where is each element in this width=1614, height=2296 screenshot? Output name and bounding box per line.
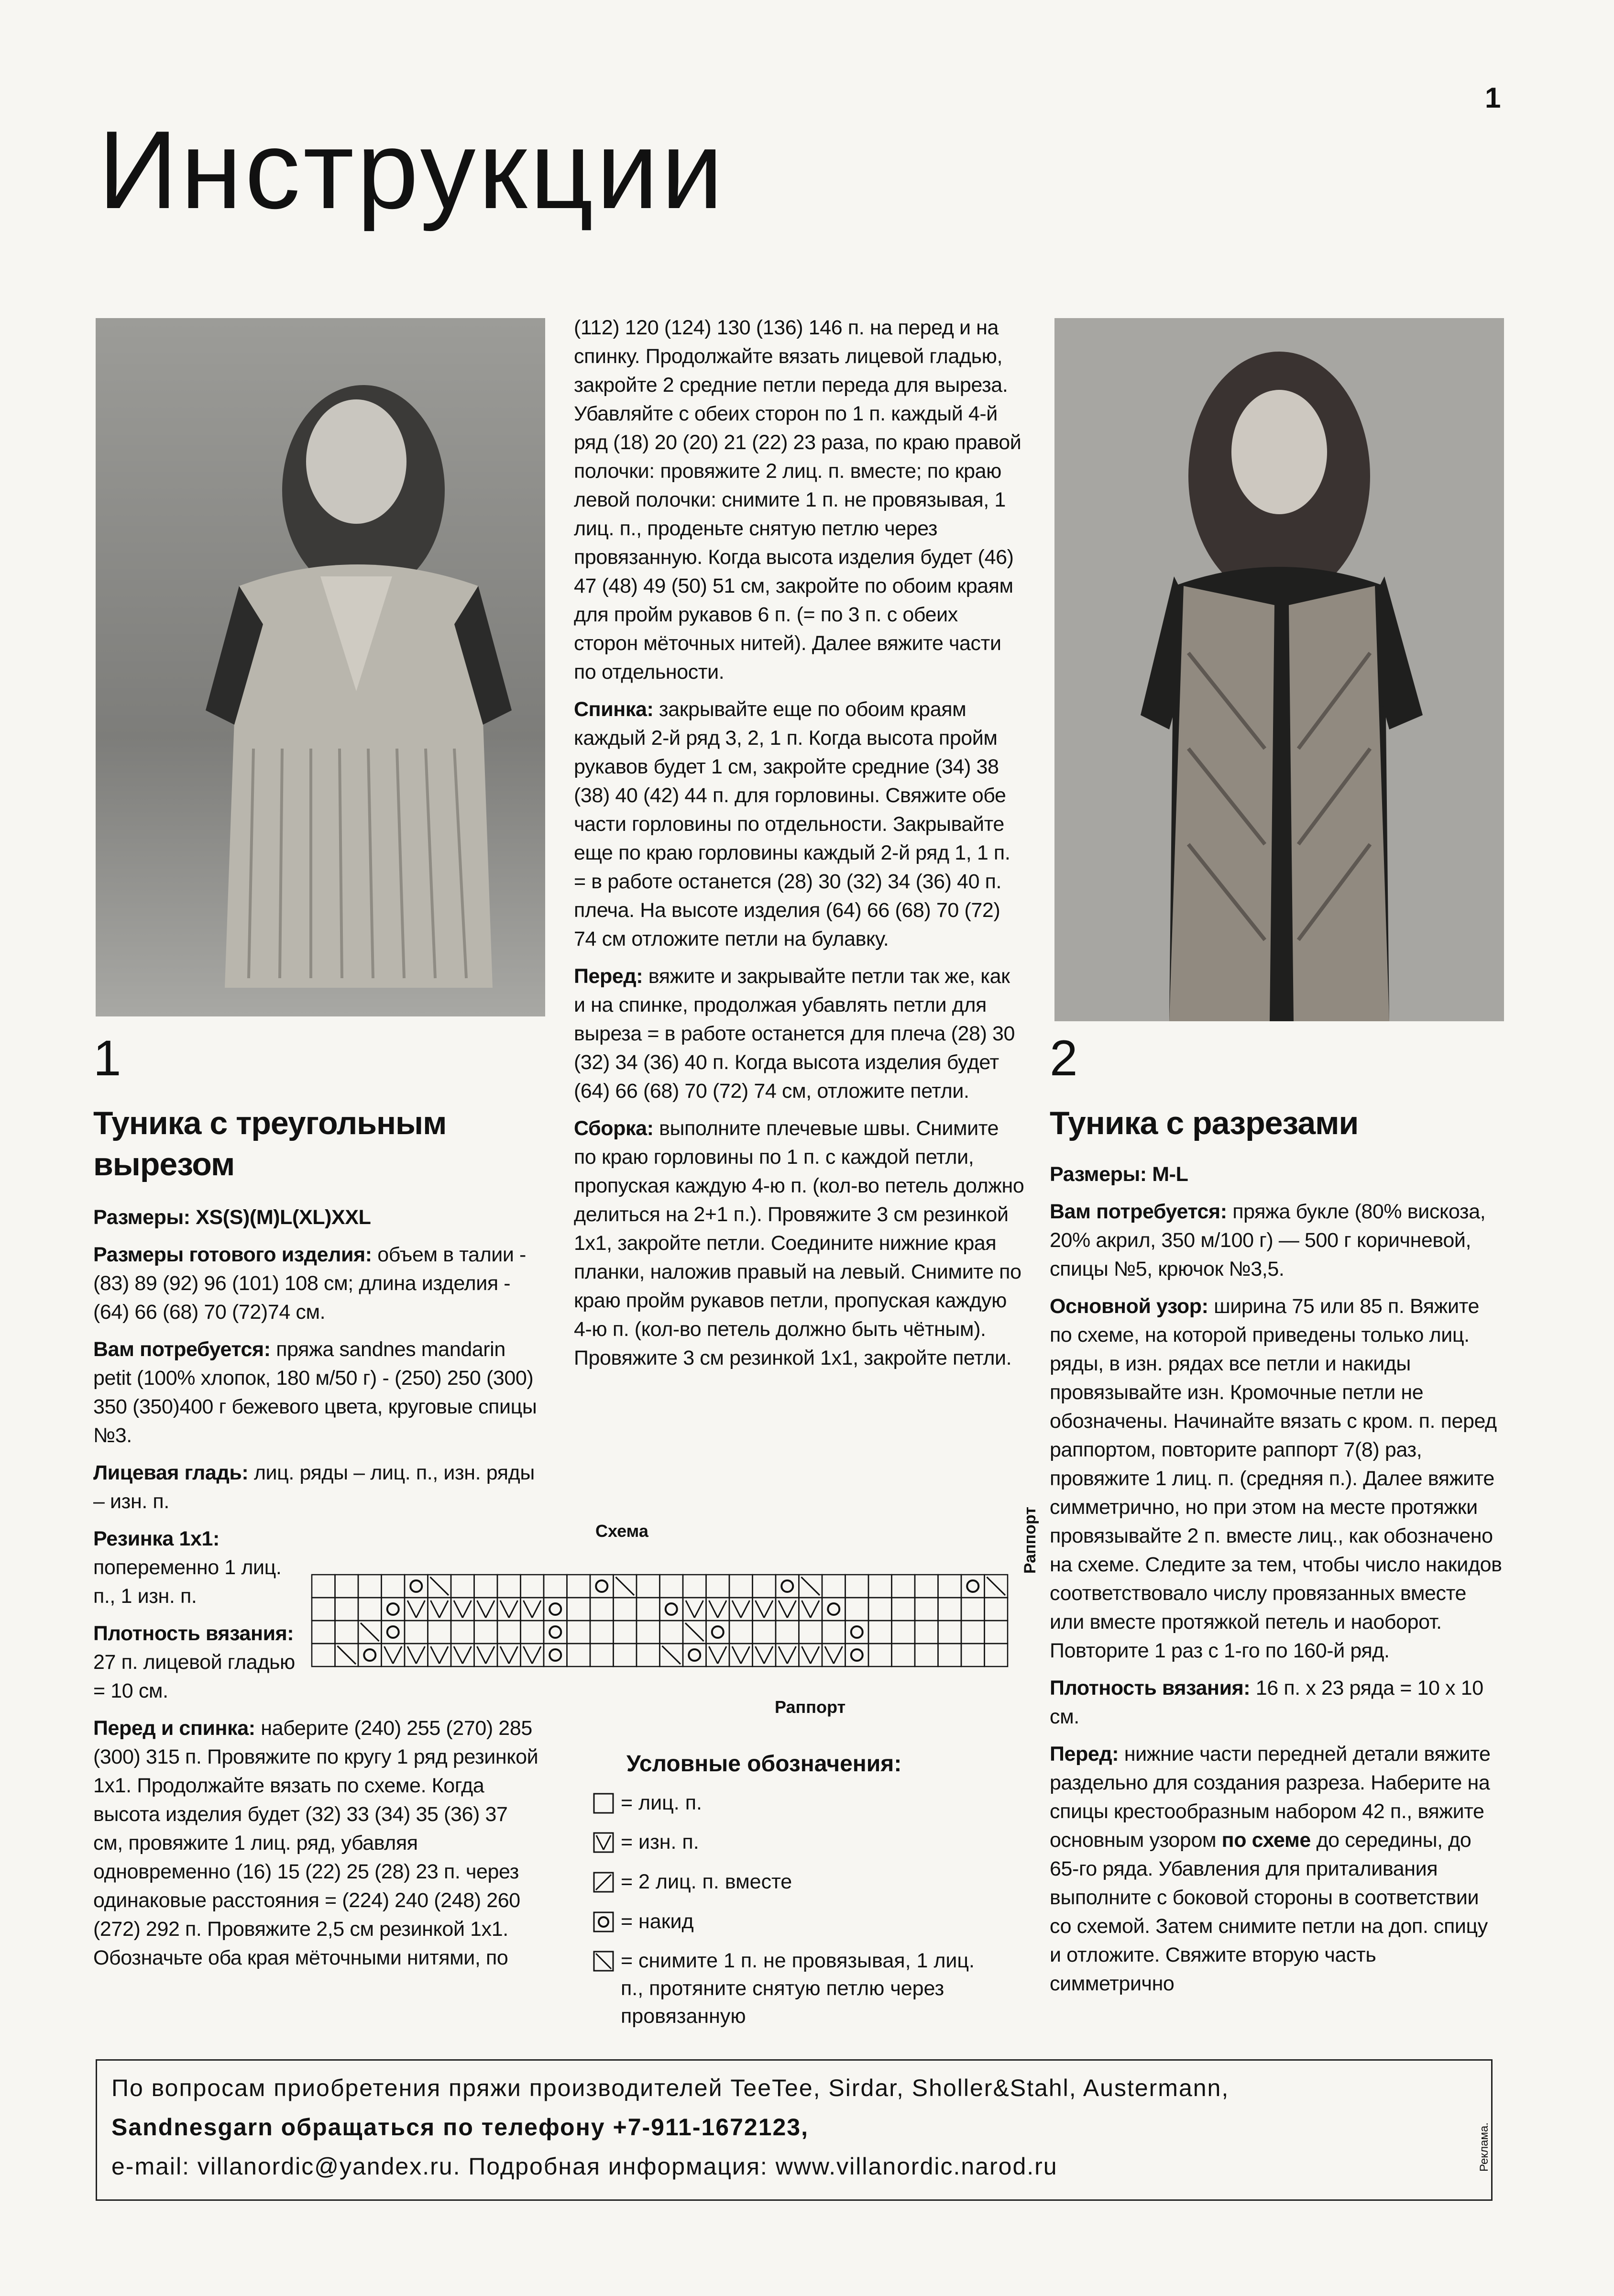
item2-heading: Туника с разрезами <box>1050 1105 1359 1141</box>
legend-item-label: = накид <box>621 1910 694 1933</box>
footer-line2: Sandnesgarn обращаться по телефону +7-911-1672123, <box>111 2114 809 2141</box>
legend-title: Условные обозначения: <box>626 1751 902 1777</box>
photo-tunic-2 <box>1054 318 1504 1021</box>
item1-finished: Размеры готового изделия: объем в талии - (83) 89 (92) 96 (101) 108 см; длина изделия - (64) 66 (68) 70 (72)74 см. <box>93 1243 526 1324</box>
item1-need: Вам потребуется: пряжа sandnes mandarin petit (100% хлопок, 180 м/50 г) - (250) 250 (300) 350 (350)400 г бежевого цвета, круговые спицы №3. <box>93 1338 537 1447</box>
chart-grid <box>312 1575 1008 1669</box>
footer-advert <box>96 2059 1493 2201</box>
legend-item <box>593 1947 975 2030</box>
middle-back: Спинка: закрывайте еще по обоим краям каждый 2-й ряд 3, 2, 1 п. Когда высота пройм рукавов будет 1 см, закройте средние (34) 38 (38) 40 (42) 44 п. для горловины. Свяжите обе части горловины по отдельности. Закрывайте еще по краю горловины каждый 2-й ряд 1, 1 п. = в работе останется (28) 30 (32) 34 (36) 40 п. плеча. На высоте изделия (64) 66 (68) 70 (72) 74 см отложите петли на булавку. <box>574 698 1010 950</box>
page-number: 1 <box>1485 82 1501 114</box>
legend-item <box>593 1789 702 1817</box>
item2-pattern: Основной узор: ширина 75 или 85 п. Вяжите по схеме, на которой приведены только лиц. ряды, в изн. рядах все петли и накиды провязывайте изн. Кромочные петли не обозначены. Начинайте вязать с кром. п. перед раппортом, повторите раппорт 7(8) раз, провяжите 1 лиц. п. (средняя п.). Далее вяжите симметрично, но при этом на месте протяжки провязывайте 2 п. вместе лиц., как обозначено на схеме. Следите за тем, чтобы число накидов соответствовало числу провязанных вместе или вместе протяжкой петель и наоборот. Повторите 1 раз с 1-го по 160-й ряд. <box>1050 1295 1502 1662</box>
yarn-over-symbol-icon <box>593 1911 614 1932</box>
raport-label-bottom: Раппорт <box>775 1697 846 1717</box>
item1-density: Плотность вязания: 27 п. лицевой гладью = 10 см. <box>93 1622 295 1702</box>
item1-stockinette: Лицевая гладь: лиц. ряды – лиц. п., изн. ряды – изн. п. <box>93 1461 535 1513</box>
middle-front: Перед: вяжите и закрывайте петли так же, как и на спинке, продолжая убавлять петли для выреза = в работе останется для плеча (28) 30 (32) 34 (36) 40 п. Когда высота изделия будет (64) 66 (68) 70 (72) 74 см, отложите петли. <box>574 965 1015 1103</box>
item1-heading <box>93 1103 548 1185</box>
item1-sizes: Размеры: XS(S)(M)L(XL)XXL <box>93 1206 371 1229</box>
diag-left-symbol-icon <box>593 1951 614 1972</box>
legend-item <box>593 1828 699 1856</box>
item1-heading-line1: Туника с треугольным <box>93 1105 447 1141</box>
middle-assembly: Сборка: выполните плечевые швы. Снимите по краю горловины по 1 п. с каждой петли, пропуская каждую 4-ю п. (кол-во петель должно делиться на 2+1 п.). Провяжите 3 см резинкой 1х1, закройте петли. Соедините нижние края планки, наложив правый на левый. Снимите по краю пройм рукавов петли, пропуская каждую 4-ю п. (кол-во петель должно быть чётным). Провяжите 3 см резинкой 1х1, закройте петли. <box>574 1117 1024 1369</box>
empty-symbol-icon <box>593 1793 614 1814</box>
schema-title: Схема <box>595 1521 648 1541</box>
middle-body <box>574 313 1026 1381</box>
item2-front: Перед: нижние части передней детали вяжите раздельно для создания разреза. Наберите на спицы крестообразным набором 42 п., вяжите основным узором по схеме до середины, до 65-го ряда. Убавления для приталивания выполните с боковой стороны в соответствии со схемой. Затем снимите петли на доп. спицу и отложите. Свяжите вторую часть симметрично <box>1050 1743 1491 1995</box>
item1-rib: Резинка 1х1: попеременно 1 лиц. п., 1 изн. п. <box>93 1527 282 1608</box>
item2-sizes: Размеры: M-L <box>1050 1163 1188 1186</box>
legend-item-label: = 2 лиц. п. вместе <box>621 1870 792 1893</box>
photo-tunic-1 <box>96 318 545 1016</box>
item2-body <box>1050 1160 1504 2007</box>
footer-line3: e-mail: villanordic@yandex.ru. Подробная информация: www.villanordic.narod.ru <box>111 2153 1058 2180</box>
footer-side-note: Реклама. <box>1478 2122 1491 2172</box>
footer-line1: По вопросам приобретения пряжи производителей TeeTee, Sirdar, Sholler&Stahl, Austermann, <box>111 2075 1230 2101</box>
middle-continuation: (112) 120 (124) 130 (136) 146 п. на перед и на спинку. Продолжайте вязать лицевой гладью, закройте 2 средние петли переда для выреза. Убавляйте с обеих сторон по 1 п. каждый 4-й ряд (18) 20 (20) 21 (22) 23 раза, по краю правой полочки: провяжите 2 лиц. п. вместе; по краю левой полочки: снимите 1 п. не провязывая, 1 лиц. п., проденьте снятую петлю через провязанную. Когда высота изделия будет (46) 47 (48) 49 (50) 51 см, закройте по обоим краям для пройм рукавов 6 п. (= по 3 п. с обеих сторон мёточных нитей). Далее вяжите части по отдельности. <box>574 316 1021 684</box>
item1-front-back: Перед и спинка: наберите (240) 255 (270) 285 (300) 315 п. Провяжите по кругу 1 ряд резинкой 1х1. Продолжайте вязать по схеме. Когда высота изделия будет (32) 33 (34) 35 (36) 37 см, провяжите 1 лиц. ряд, убавляя одновременно (16) 15 (22) 25 (28) 23 п. через одинаковые расстояния = (224) 240 (248) 260 (272) 292 п. Провяжите 2,5 см резинкой 1х1. Обозначьте оба края мёточными нитями, по <box>93 1717 538 1969</box>
page-title: Инструкции <box>98 108 726 232</box>
legend-item-label: = снимите 1 п. не провязывая, 1 лиц. п., протяните снятую петлю через провязанную <box>621 1949 975 2028</box>
legend-item <box>593 1868 792 1896</box>
legend-item-label: = изн. п. <box>621 1831 699 1854</box>
item1-number: 1 <box>93 1030 121 1086</box>
raport-label-side: Раппорт <box>1021 1507 1039 1574</box>
cross-symbol-icon <box>593 1832 614 1853</box>
item2-number: 2 <box>1050 1030 1078 1086</box>
knitting-chart <box>311 1574 1009 1669</box>
diag-right-symbol-icon <box>593 1872 614 1893</box>
item1-heading-line2: вырезом <box>93 1146 235 1182</box>
item2-need: Вам потребуется: пряжа букле (80% вискоза, 20% акрил, 350 м/100 г) — 500 г коричневой, спицы №5, крючок №3,5. <box>1050 1200 1486 1280</box>
legend-item <box>593 1908 694 1935</box>
legend-item-label: = лиц. п. <box>621 1791 702 1814</box>
item2-density: Плотность вязания: 16 п. х 23 ряда = 10 х 10 см. <box>1050 1677 1483 1728</box>
